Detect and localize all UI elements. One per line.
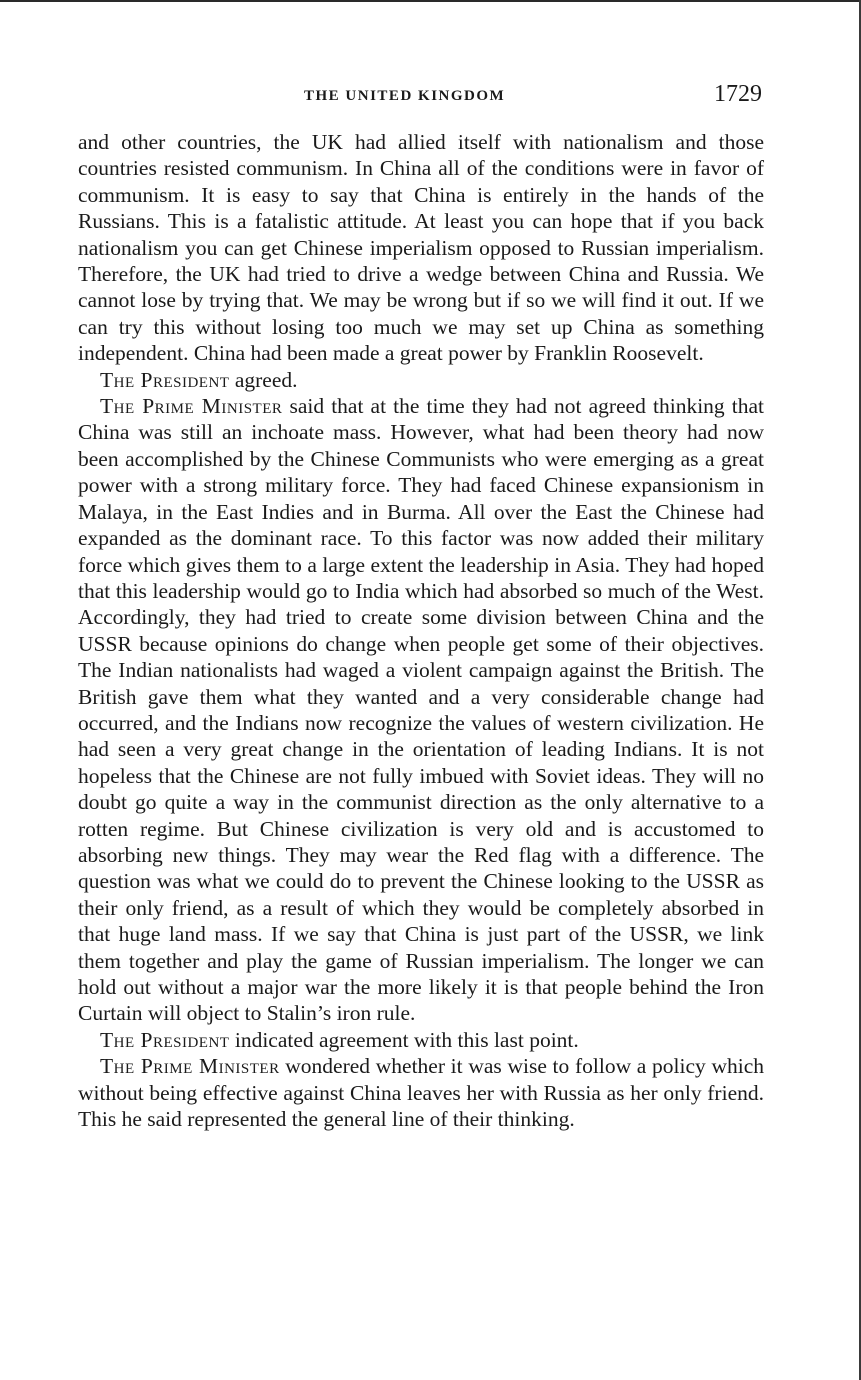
scan-top-edge — [0, 0, 861, 2]
paragraph-prime-minister-statement — [78, 393, 764, 1027]
page-number: 1729 — [714, 81, 762, 107]
running-title: THE UNITED KINGDOM — [304, 88, 506, 104]
paragraph-text: said that at the time they had not agreed thinking that China was still an inchoate mass. However, what had been theory had now been accomplished by the Chinese Communists who were emerging as a great power with a strong military force. They had faced Chinese expansionism in Malaya, in the East Indies and in Burma. All over the East the Chinese had expanded as the dominant race. To this factor was now added their military force which gives them to a large extent the leadership in Asia. They had hoped that this leadership would go to India which had absorbed so much of the West. Accordingly, they had tried to create some division between China and the USSR because opinions do change when people get some of their objectives. The Indian nationalists had waged a violent campaign against the British. The British gave them what they wanted and a very considerable change had occurred, and the Indians now recognize the values of western civilization. He had seen a very great change in the orientation of leading Indians. It is not hopeless that the Chinese are not fully imbued with Soviet ideas. They will no doubt go quite a way in the communist direction as the only alternative to a rotten regime. But Chinese civilization is very old and is accustomed to absorbing new things. They may wear the Red flag with a difference. The question was what we could do to prevent the Chinese looking to the USSR as their only friend, as a result of which they would be completely absorbed in that huge land mass. If we say that China is just part of the USSR, we link them together and play the game of Russian imperialism. The longer we can hold out without a major war the more likely it is that people behind the Iron Curtain will object to Stalin’s iron rule. — [78, 394, 764, 1026]
speaker-name: The Prime Minister — [100, 1054, 280, 1079]
paragraph-text: agreed. — [229, 367, 298, 392]
speaker-name: The President — [100, 367, 230, 392]
page-body — [78, 129, 764, 1132]
speaker-name: The President — [100, 1027, 230, 1052]
paragraph-president-agreement — [78, 1027, 764, 1053]
paragraph-prime-minister-closing — [78, 1053, 764, 1132]
paragraph-president-agreed — [78, 367, 764, 393]
paragraph-text: wondered whether it was wise to follow a policy which without being effective against China leaves her with Russia as her only friend. This he said represented the general line of their thinking. — [78, 1054, 764, 1132]
paragraph-text: indicated agreement with this last point. — [229, 1027, 579, 1052]
paragraph-text: and other countries, the UK had allied itself with nationalism and those countries resisted communism. In China all of the conditions were in favor of communism. It is easy to say that China is entirely in the hands of the Russians. This is a fatalistic attitude. At least you can hope that if you back nationalism you can get Chinese imperialism opposed to Russian imperialism. Therefore, the UK had tried to drive a wedge between China and Russia. We cannot lose by trying that. We may be wrong but if so we will find it out. If we can try this without losing too much we may set up China as something independent. China had been made a great power by Franklin Roosevelt. — [78, 130, 764, 366]
page-header — [78, 81, 764, 114]
paragraph-continuation — [78, 129, 764, 367]
speaker-name: The Prime Minister — [100, 394, 283, 419]
